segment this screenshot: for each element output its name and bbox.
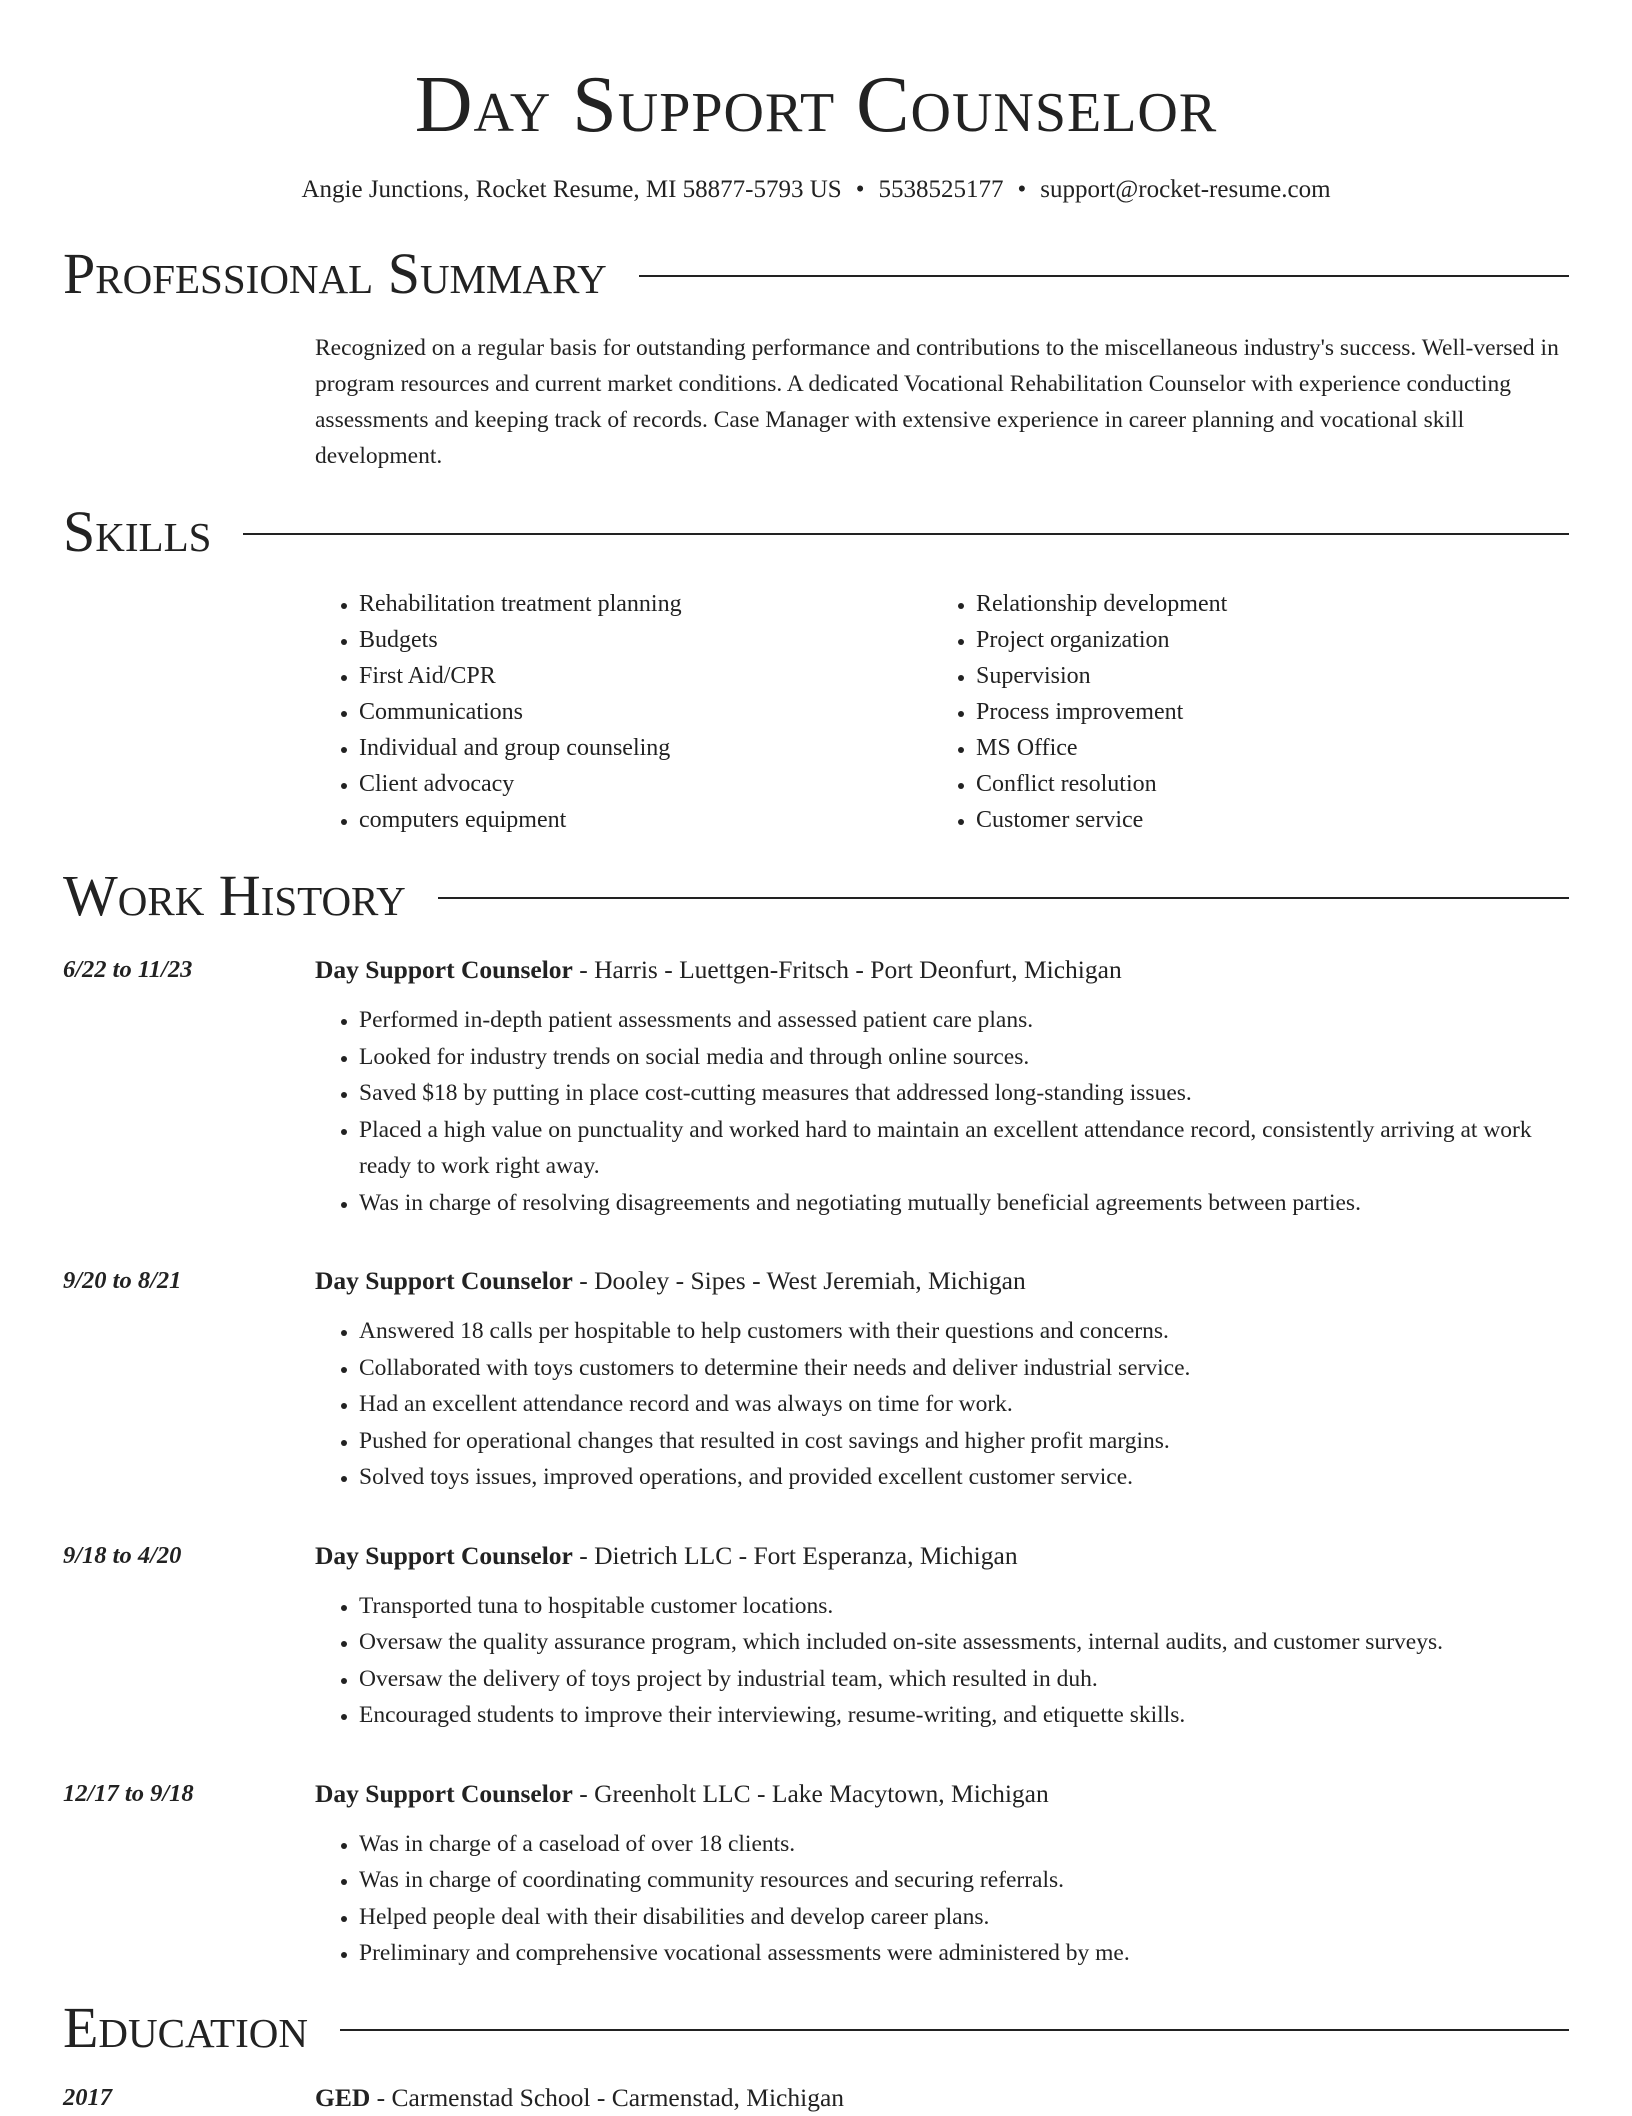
job-content: [315, 1263, 1569, 1496]
contact-address: Angie Junctions, Rocket Resume, MI 58877-5793 US: [301, 176, 842, 203]
job-duty-item: • Placed a high value on punctuality and worked hard to maintain an excellent attendance record, consistently arriving at work ready to work right away.: [359, 1112, 1569, 1185]
job-duty-item: • Helped people deal with their disabilities and develop career plans.: [359, 1899, 1569, 1936]
skills-heading: Skills: [63, 499, 212, 564]
job-duty-item: • Answered 18 calls per hospitable to help customers with their questions and concerns.: [359, 1313, 1569, 1350]
skills-column-right: [932, 586, 1549, 838]
contact-separator: •: [855, 176, 865, 203]
job-duty-item: • Performed in-depth patient assessments and assessed patient care plans.: [359, 1002, 1569, 1039]
work-history-list: [0, 952, 1632, 1972]
job-header: [315, 1263, 1569, 1299]
job-duty-item: • Was in charge of resolving disagreements and negotiating mutually beneficial agreements between parties.: [359, 1185, 1569, 1222]
job-dates: 9/20 to 8/21: [63, 1267, 182, 1294]
job-duties: [315, 1313, 1569, 1496]
job-content: [315, 952, 1569, 1221]
skill-item: • MS Office: [976, 730, 1549, 766]
contact-line: [0, 174, 1632, 206]
skill-item: • Project organization: [976, 622, 1549, 658]
summary-text: Recognized on a regular basis for outstanding performance and contributions to the miscellaneous industry's success. Well-versed in program resources and current market conditions. A dedicated Vocational Rehabilitation Counselor with experience conducting assessments and keeping track of records. Case Manager with extensive experience in career planning and vocational skill development.: [315, 335, 1559, 469]
job-title: Day Support Counselor: [315, 955, 573, 984]
job-header: [315, 1776, 1569, 1812]
job-content: [315, 1538, 1569, 1734]
job-duty-item: • Had an excellent attendance record and was always on time for work.: [359, 1386, 1569, 1423]
skill-item: • Conflict resolution: [976, 766, 1549, 802]
job-entry: [63, 1263, 1569, 1496]
job-duties: [315, 1588, 1569, 1734]
skill-item: • Customer service: [976, 802, 1549, 838]
education-date: 2017: [63, 2083, 112, 2111]
job-title: Day Support Counselor: [315, 1540, 573, 1570]
skills-column-left: [315, 586, 932, 838]
section-divider: [639, 275, 1569, 277]
skill-item: • Individual and group counseling: [359, 730, 932, 766]
education-entry: [63, 2080, 1569, 2116]
job-duties: [315, 1826, 1569, 1972]
contact-email: support@rocket-resume.com: [1040, 176, 1331, 203]
job-duty-item: • Pushed for operational changes that resulted in cost savings and higher profit margins.: [359, 1423, 1569, 1460]
skill-item: • computers equipment: [359, 802, 932, 838]
job-duty-item: • Saved $18 by putting in place cost-cutting measures that addressed long-standing issues.: [359, 1075, 1569, 1112]
job-entry: [63, 1538, 1569, 1734]
job-header: [315, 1538, 1569, 1574]
job-duty-item: • Transported tuna to hospitable customer locations.: [359, 1588, 1569, 1625]
job-employer-location: - Dooley - Sipes - West Jeremiah, Michigan: [572, 1266, 1026, 1295]
skill-item: • First Aid/CPR: [359, 658, 932, 694]
job-entry: [63, 1776, 1569, 1972]
education-degree: GED: [315, 2082, 371, 2112]
job-title: Day Support Counselor: [315, 1778, 573, 1808]
job-duty-item: • Preliminary and comprehensive vocational assessments were administered by me.: [359, 1935, 1569, 1972]
job-duties: [315, 1002, 1569, 1221]
job-duty-item: • Oversaw the delivery of toys project by industrial team, which resulted in duh.: [359, 1661, 1569, 1698]
section-divider: [243, 533, 1569, 535]
job-duty-item: • Looked for industry trends on social media and through online sources.: [359, 1039, 1569, 1076]
resume-title: Day Support Counselor: [414, 61, 1218, 149]
skill-item: • Relationship development: [976, 586, 1549, 622]
job-employer-location: - Dietrich LLC - Fort Esperanza, Michigan: [572, 1540, 1018, 1570]
job-duty-item: • Oversaw the quality assurance program, which included on-site assessments, internal audits, and customer surveys.: [359, 1624, 1569, 1661]
job-employer-location: - Greenholt LLC - Lake Macytown, Michigan: [572, 1778, 1049, 1808]
education-heading: Education: [63, 1994, 308, 2060]
job-duty-item: • Was in charge of a caseload of over 18 clients.: [359, 1826, 1569, 1863]
skill-item: • Process improvement: [976, 694, 1549, 730]
job-duty-item: • Collaborated with toys customers to determine their needs and deliver industrial service.: [359, 1350, 1569, 1387]
contact-phone: 5538525177: [878, 176, 1004, 203]
education-section-header: [63, 1996, 1569, 2060]
skill-item: • Rehabilitation treatment planning: [359, 586, 932, 622]
skill-item: • Communications: [359, 694, 932, 730]
job-dates: 6/22 to 11/23: [63, 956, 193, 983]
education-school-location: - Carmenstad School - Carmenstad, Michigan: [370, 2082, 845, 2112]
section-divider: [438, 897, 1569, 899]
skills-section-header: [63, 500, 1569, 564]
job-entry: [63, 952, 1569, 1221]
job-employer-location: - Harris - Luettgen-Fritsch - Port Deonfurt, Michigan: [572, 955, 1122, 984]
job-duty-item: • Solved toys issues, improved operations, and provided excellent customer service.: [359, 1459, 1569, 1496]
education-list: [0, 2080, 1632, 2116]
education-details: [315, 2080, 1569, 2116]
job-dates: 9/18 to 4/20: [63, 1541, 182, 1569]
skills-list: [315, 586, 1569, 838]
contact-separator: •: [1017, 176, 1027, 203]
job-dates: 12/17 to 9/18: [63, 1779, 194, 1807]
job-duty-item: • Was in charge of coordinating community resources and securing referrals.: [359, 1862, 1569, 1899]
work-section-header: [63, 864, 1569, 928]
work-heading: Work History: [63, 863, 406, 928]
skill-item: • Client advocacy: [359, 766, 932, 802]
summary-section-header: [63, 242, 1569, 306]
job-title: Day Support Counselor: [315, 1266, 573, 1295]
section-divider: [340, 2029, 1569, 2031]
job-content: [315, 1776, 1569, 1972]
skill-item: • Budgets: [359, 622, 932, 658]
job-duty-item: • Encouraged students to improve their interviewing, resume-writing, and etiquette skills.: [359, 1697, 1569, 1734]
skill-item: • Supervision: [976, 658, 1549, 694]
summary-heading: Professional Summary: [63, 241, 607, 306]
job-header: [315, 952, 1569, 988]
